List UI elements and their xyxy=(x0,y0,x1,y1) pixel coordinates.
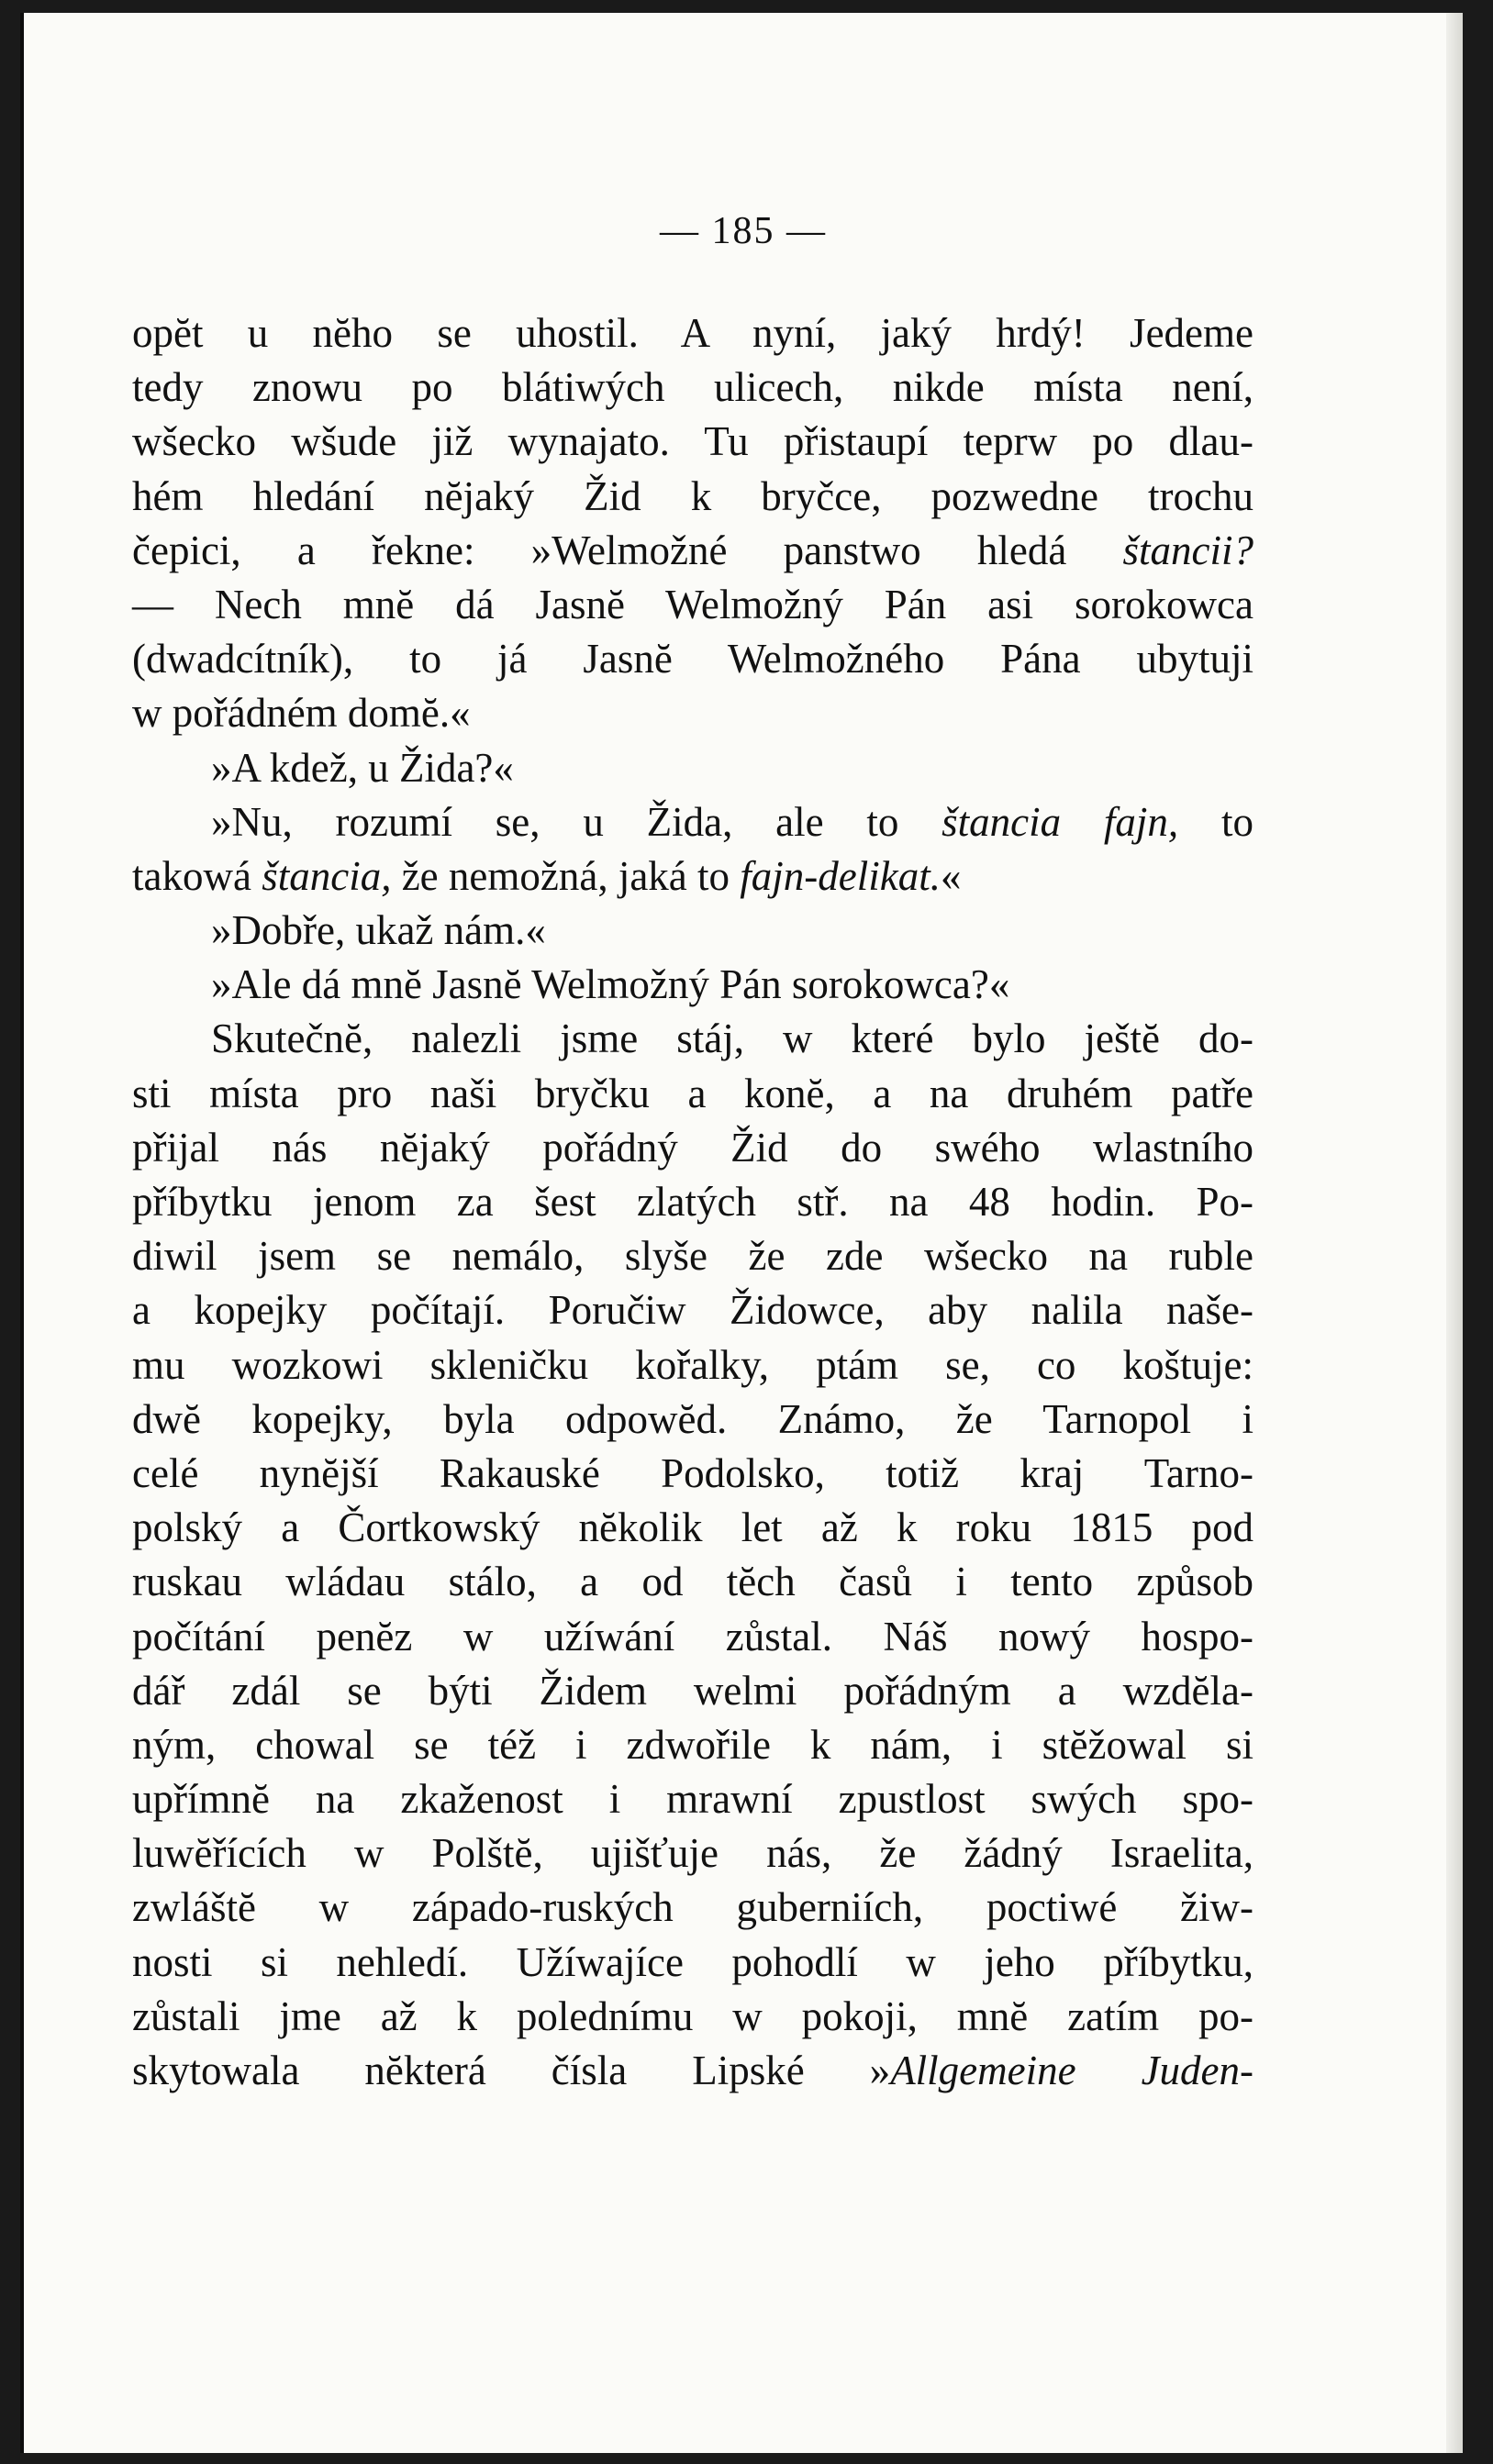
text-line xyxy=(132,904,1253,958)
text-segment: celé nynĕjší Rakauské Podolsko, totiž kraj Tarno- xyxy=(132,1449,1253,1496)
text-segment: »A kdež, u Žida?« xyxy=(211,744,514,791)
text-line xyxy=(132,795,1253,849)
italic-text: Allgemeine Juden- xyxy=(890,2048,1253,2093)
text-line xyxy=(132,1447,1253,1501)
text-segment: takowá xyxy=(132,852,262,899)
text-segment: hém hledání nĕjaký Žid k bryčce, pozwedne trochu xyxy=(132,472,1253,519)
text-segment: opĕt u nĕho se uhostil. A nyní, jaký hrdý! Jedeme xyxy=(132,310,1253,356)
text-line xyxy=(132,686,1253,740)
text-segment: tedy znowu po blátiwých ulicech, nikde místa není, xyxy=(132,364,1253,411)
text-line xyxy=(132,1772,1253,1826)
text-segment: »Nu, rozumí se, u Žida, ale to xyxy=(211,798,942,845)
text-line xyxy=(132,958,1253,1012)
page-edge xyxy=(1446,13,1463,2453)
text-line xyxy=(132,361,1253,415)
text-line xyxy=(132,1664,1253,1718)
text-segment: zwláštĕ w západo-ruských guberniích, poctiwé žiw- xyxy=(132,1884,1253,1931)
text-segment: upřímnĕ na zkaženost i mrawní zpustlost swých spo- xyxy=(132,1776,1253,1823)
text-line xyxy=(132,1338,1253,1393)
italic-text: štancii? xyxy=(1122,527,1253,573)
text-segment: zůstali jme až k polednímu w pokoji, mnĕ zatím po- xyxy=(132,1992,1253,2039)
text-segment: to xyxy=(1178,798,1253,845)
text-line xyxy=(132,1393,1253,1447)
text-line xyxy=(132,741,1253,795)
text-line xyxy=(132,415,1253,469)
text-segment: skytowala nĕkterá čísla Lipské » xyxy=(132,2048,891,2093)
text-line xyxy=(132,1826,1253,1881)
italic-text: štancia, xyxy=(262,852,392,899)
text-line xyxy=(132,524,1253,578)
text-segment: ruskau wládau stálo, a od tĕch časů i tento způsob xyxy=(132,1559,1253,1605)
text-segment: (dwadcítník), to já Jasnĕ Welmožného Pána ubytuji xyxy=(132,636,1253,683)
text-segment: « xyxy=(940,852,962,899)
text-line xyxy=(132,578,1253,632)
text-line xyxy=(132,1990,1253,2044)
text-segment: Skutečnĕ, nalezli jsme stáj, w které bylo ještĕ do- xyxy=(211,1016,1253,1062)
text-segment: příbytku jenom za šest zlatých stř. na 48 hodin. Po- xyxy=(132,1179,1253,1225)
text-segment: luwĕřících w Polštĕ, ujišťuje nás, že žádný Israelita, xyxy=(132,1830,1253,1877)
body-text xyxy=(132,306,1253,2098)
text-line xyxy=(132,1067,1253,1121)
text-line xyxy=(132,1012,1253,1066)
text-line xyxy=(132,1175,1253,1229)
italic-text: štancia fajn, xyxy=(941,798,1179,845)
text-line xyxy=(132,849,1253,904)
text-line xyxy=(132,306,1253,361)
text-segment: wšecko wšude již wynajato. Tu přistaupí teprw po dlau- xyxy=(132,418,1253,465)
text-segment: »Ale dá mnĕ Jasnĕ Welmožný Pán sorokowca?« xyxy=(211,961,1010,1008)
text-segment: čepici, a řekne: »Welmožné panstwo hledá xyxy=(132,527,1123,573)
text-segment: mu wozkowi skleničku kořalky, ptám se, co koštuje: xyxy=(132,1341,1253,1388)
page-number: — 185 — xyxy=(660,210,827,252)
text-segment: že nemožná, jaká to xyxy=(391,852,741,899)
text-line xyxy=(132,1555,1253,1609)
text-line xyxy=(132,1229,1253,1283)
text-line xyxy=(132,2044,1253,2098)
text-line xyxy=(132,1121,1253,1175)
text-line xyxy=(132,1936,1253,1990)
text-segment: sti místa pro naši bryčku a konĕ, a na druhém patře xyxy=(132,1070,1253,1116)
book-page xyxy=(20,13,1463,2453)
text-segment: »Dobře, ukaž nám.« xyxy=(211,907,546,954)
text-line xyxy=(132,470,1253,524)
text-line xyxy=(132,1283,1253,1337)
text-segment: — Nech mnĕ dá Jasnĕ Welmožný Pán asi sorokowca xyxy=(132,581,1253,627)
text-line xyxy=(132,1610,1253,1664)
text-segment: w pořádném domĕ.« xyxy=(132,690,471,737)
text-line xyxy=(132,1881,1253,1935)
text-segment: počítání penĕz w užíwání zůstal. Náš nowý hospo- xyxy=(132,1613,1253,1659)
text-segment: dář zdál se býti Židem welmi pořádným a wzdĕla- xyxy=(132,1667,1253,1714)
text-segment: diwil jsem se nemálo, slyše že zde wšecko na ruble xyxy=(132,1233,1253,1280)
text-segment: dwĕ kopejky, byla odpowĕd. Známo, že Tarnopol i xyxy=(132,1395,1253,1442)
text-segment: přijal nás nĕjaký pořádný Žid do swého wlastního xyxy=(132,1124,1253,1171)
italic-text: fajn-delikat. xyxy=(740,852,941,899)
text-segment: a kopejky počítají. Poručiw Židowce, aby nalila naše- xyxy=(132,1287,1253,1334)
text-segment: nosti si nehledí. Užíwajíce pohodlí w jeho příbytku, xyxy=(132,1938,1253,1985)
text-line xyxy=(132,1501,1253,1555)
text-segment: polský a Čortkowský nĕkolik let až k roku 1815 pod xyxy=(132,1504,1253,1551)
text-line xyxy=(132,1718,1253,1772)
text-segment: ným, chowal se též i zdwořile k nám, i stĕžowal si xyxy=(132,1721,1253,1768)
text-line xyxy=(132,632,1253,686)
